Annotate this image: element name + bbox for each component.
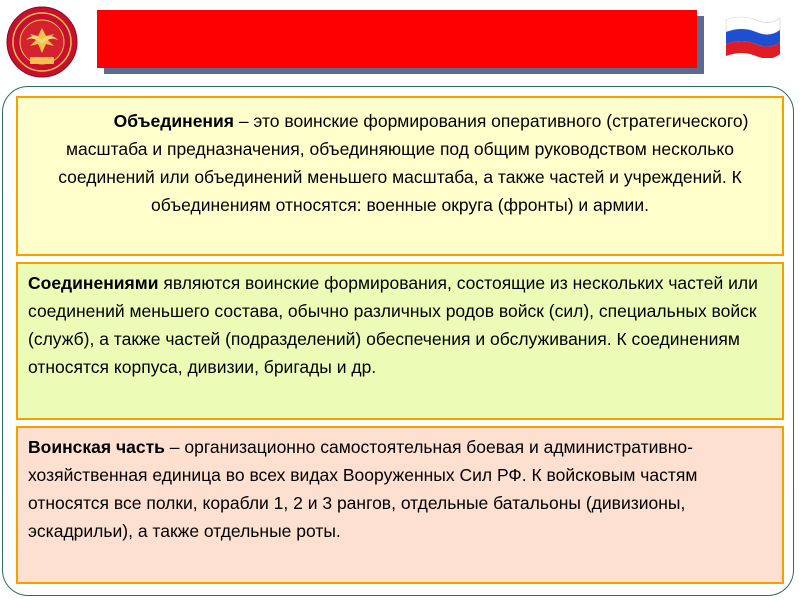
definition-text: являются воинские формирования, состоящие из нескольких частей или соединений меньшего состава, обычно различных родов войск (сил), специальных войск (служб), а также частей (подразделений) обеспечения и обслуживания. К соединениям относятся корпуса, дивизии, бригады и др. xyxy=(28,273,758,377)
definition-term: Объединения xyxy=(113,111,234,131)
definition-associations xyxy=(16,96,784,256)
russian-flag-icon xyxy=(722,14,784,58)
definition-text: – организационно самостоятельная боевая и административно-хозяйственная единица во всех видах Вооруженных Сил РФ. К войсковым частям относятся все полки, корабли 1, 2 и 3 рангов, отдельные батальоны (дивизионы, эскадрильи), а также отдельные роты. xyxy=(28,437,698,541)
definition-formations xyxy=(16,262,784,420)
definition-text: – это воинские формирования оперативного (стратегического) масштаба и предназначения, объединяющие под общим руководством несколько соединений или объединений меньшего масштаба, а также частей и учреждений. К объединениям относятся: военные округа (фронты) и армии. xyxy=(58,111,749,215)
definition-military-unit xyxy=(16,426,784,584)
definition-term: Соединениями xyxy=(28,273,159,293)
military-department-emblem-icon xyxy=(6,6,78,78)
definition-term: Воинская часть xyxy=(28,437,165,457)
title-bar xyxy=(97,10,697,68)
